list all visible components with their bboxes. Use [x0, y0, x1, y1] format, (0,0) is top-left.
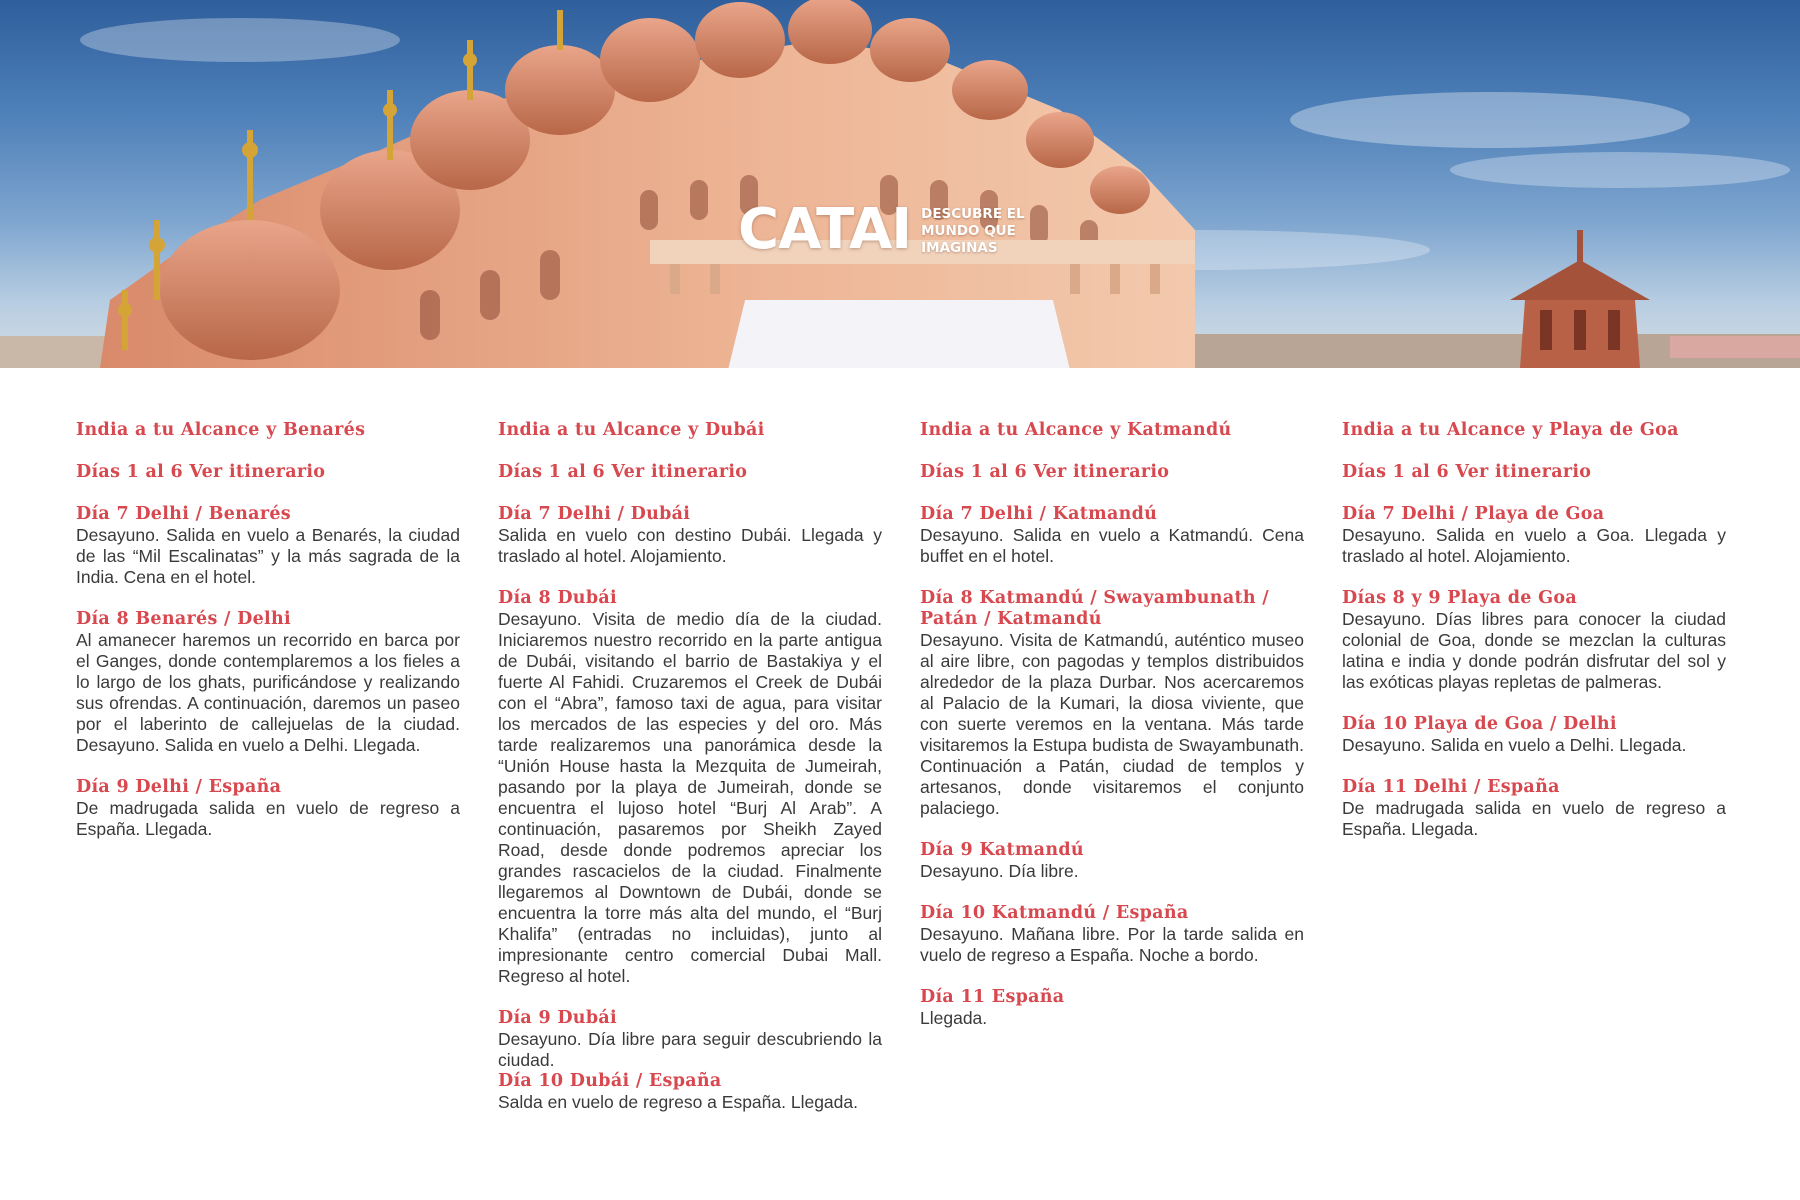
day-block: [1342, 714, 1726, 756]
day-description: Al amanecer haremos un recorrido en barca por el Ganges, donde contemplaremos a los fieles a lo largo de los ghats, purificándose y realizando sus ofrendas. A continuación, daremos un paseo por el laberinto de callejuelas de la ciudad. Desayuno. Salida en vuelo a Delhi. Llegada.: [76, 630, 460, 755]
day-heading: Días 8 y 9 Playa de Goa: [1342, 588, 1577, 608]
trip-title: India a tu Alcance y Katmandú: [920, 420, 1232, 440]
day-description: Desayuno. Visita de medio día de la ciudad. Iniciaremos nuestro recorrido en la parte antigua de Dubái, visitando el barrio de Bastakiya y el fuerte Al Fahidi. Cruzaremos el Creek de Dubái con el “Abra”, famoso taxi de agua, para visitar los mercados de las especies y del oro. Más tarde realizaremos una panorámica desde la “Unión House hasta la Mezquita de Jumeirah, pasando por la playa de Jumeirah, donde se encuentra el lujoso hotel “Burj Al Arab”. A continuación, pasaremos por Sheikh Zayed Road, desde donde podremos apreciar los grandes rascacielos de la ciudad. Finalmente llegaremos al Downtown de Dubái, donde se encuentra la torre más alta del mundo, el “Burj Khalifa” (entradas no incluidas), junto al impresionante centro comercial Dubai Mall. Regreso al hotel.: [498, 609, 882, 986]
day-description: Desayuno. Visita de Katmandú, auténtico museo al aire libre, con pagodas y templos distribuidos alrededor de la plaza Durbar. Nos acercaremos al Palacio de la Kumari, la diosa viviente, que con suerte veremos en la ventana. Más tarde visitaremos la Estupa budista de Swayambunath. Continuación a Patán, ciudad de templos y artesanos, donde visitaremos el conjunto palaciego.: [920, 630, 1304, 818]
day-heading: Día 11 España: [920, 987, 1065, 1007]
hero-banner: [0, 0, 1800, 368]
day-block: [76, 777, 460, 840]
day-description: Desayuno. Día libre para seguir descubriendo la ciudad.: [498, 1029, 882, 1070]
day-description: Desayuno. Mañana libre. Por la tarde salida en vuelo de regreso a España. Noche a bordo.: [920, 924, 1304, 965]
days-reference: Días 1 al 6 Ver itinerario: [1342, 462, 1592, 482]
day-heading: Día 7 Delhi / Benarés: [76, 504, 291, 524]
day-description: Llegada.: [920, 1008, 988, 1028]
itinerary-column-dubai: [498, 420, 882, 1134]
day-block: [920, 504, 1304, 567]
trip-title: India a tu Alcance y Benarés: [76, 420, 366, 440]
day-heading: Día 10 Playa de Goa / Delhi: [1342, 714, 1617, 734]
brand-tagline: DESCUBRE EL MUNDO QUE IMAGINAS: [921, 206, 1025, 256]
day-description: Desayuno. Salida en vuelo a Goa. Llegada y traslado al hotel. Alojamiento.: [1342, 525, 1726, 566]
itinerary-column-goa: [1342, 420, 1726, 861]
day-block: [920, 903, 1304, 966]
day-block: [76, 504, 460, 588]
day-description: Salida en vuelo con destino Dubái. Llegada y traslado al hotel. Alojamiento.: [498, 525, 882, 566]
day-block: [920, 588, 1304, 819]
day-description: De madrugada salida en vuelo de regreso a España. Llegada.: [76, 798, 460, 839]
day-heading: Día 7 Delhi / Katmandú: [920, 504, 1158, 524]
itinerary-column-benares: [76, 420, 460, 861]
day-heading: Día 10 Katmandú / España: [920, 903, 1189, 923]
day-heading: Día 11 Delhi / España: [1342, 777, 1560, 797]
trip-title: India a tu Alcance y Playa de Goa: [1342, 420, 1679, 440]
day-description: Desayuno. Días libres para conocer la ciudad colonial de Goa, donde se mezclan la culturas latina e india y donde podrán disfrutar del sol y las exóticas playas repletas de palmeras.: [1342, 609, 1726, 692]
day-heading: Día 7 Delhi / Dubái: [498, 504, 691, 524]
day-block: [920, 840, 1304, 882]
day-block: [498, 1008, 882, 1071]
day-block: [1342, 588, 1726, 693]
days-reference: Días 1 al 6 Ver itinerario: [76, 462, 326, 482]
day-block: [920, 987, 1304, 1029]
day-block: [498, 504, 882, 567]
day-heading: Día 9 Delhi / España: [76, 777, 282, 797]
day-block: [1342, 777, 1726, 840]
itinerary-column-katmandu: [920, 420, 1304, 1050]
day-heading: Día 8 Dubái: [498, 588, 617, 608]
day-heading: Día 8 Benarés / Delhi: [76, 609, 291, 629]
itinerary-columns: [76, 420, 1726, 1160]
brand-wordmark: CATAI: [738, 197, 912, 262]
day-heading: Día 9 Katmandú: [920, 840, 1084, 860]
day-description: Salda en vuelo de regreso a España. Llegada.: [498, 1092, 858, 1112]
day-heading: Día 9 Dubái: [498, 1008, 617, 1028]
day-description: Desayuno. Salida en vuelo a Delhi. Llegada.: [1342, 735, 1687, 755]
day-block: [498, 588, 882, 987]
day-description: Desayuno. Salida en vuelo a Katmandú. Cena buffet en el hotel.: [920, 525, 1304, 566]
day-block: [76, 609, 460, 756]
day-heading: Día 10 Dubái / España: [498, 1071, 722, 1091]
day-description: Desayuno. Día libre.: [920, 861, 1079, 881]
trip-title: India a tu Alcance y Dubái: [498, 420, 765, 440]
day-block: [498, 1071, 882, 1113]
day-block: [1342, 504, 1726, 567]
day-description: De madrugada salida en vuelo de regreso a España. Llegada.: [1342, 798, 1726, 839]
days-reference: Días 1 al 6 Ver itinerario: [920, 462, 1170, 482]
brand-logo: [738, 197, 1041, 262]
days-reference: Días 1 al 6 Ver itinerario: [498, 462, 748, 482]
day-heading: Día 7 Delhi / Playa de Goa: [1342, 504, 1605, 524]
day-heading: Día 8 Katmandú / Swayambunath / Patán / Katmandú: [920, 588, 1269, 629]
header-tab: [728, 300, 1070, 368]
day-description: Desayuno. Salida en vuelo a Benarés, la ciudad de las “Mil Escalinatas” y la más sagrada de la India. Cena en el hotel.: [76, 525, 460, 587]
